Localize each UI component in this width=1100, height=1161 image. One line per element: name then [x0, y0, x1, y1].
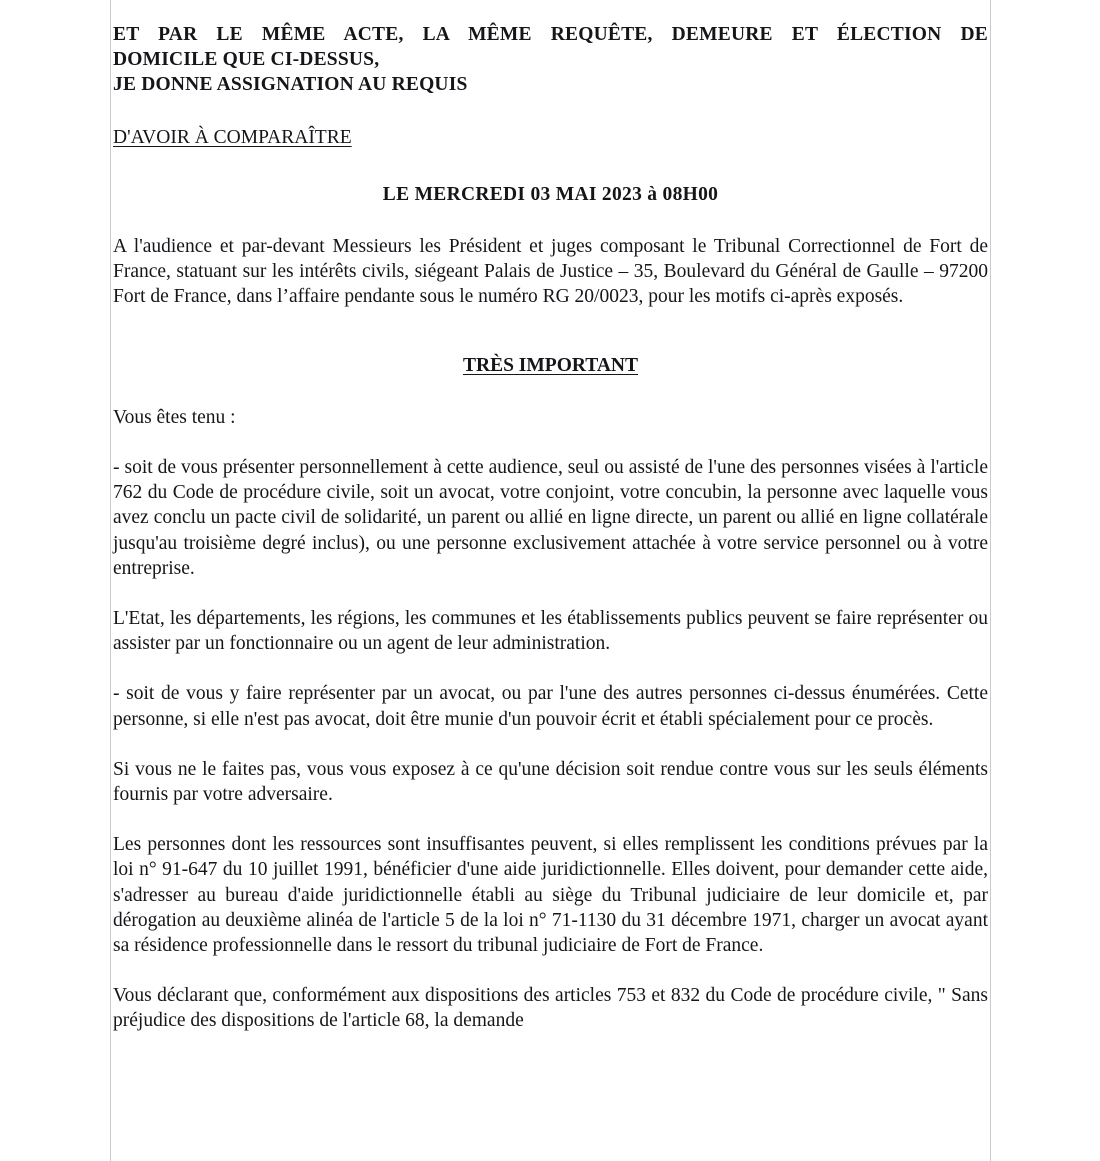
top-spacer [113, 0, 988, 22]
spacer-before-date [113, 150, 988, 182]
paragraph-aide-juridictionnelle: Les personnes dont les ressources sont insuffisantes peuvent, si elles remplissent les conditions prévues par la loi n° 91-647 du 10 juillet 1991, bénéficier d'une aide juridictionnelle. Elles doivent, pour demander cette aide, s'adresser au bureau d'aide juridictionnelle établi au siège du Tribunal judiciaire de leur domicile et, par dérogation au deuxième alinéa de l'article 5 de la loi n° 71-1130 du 31 décembre 1971, charger un avocat ayant sa résidence professionnelle dans le ressort du tribunal judiciaire de Fort de France. [113, 834, 988, 957]
document-content [113, 0, 988, 1059]
spacer-after-important [113, 378, 988, 405]
left-margin-rule [110, 0, 111, 1161]
obligation-intro: Vous êtes tenu : [113, 406, 236, 428]
heading-line-1: ET PAR LE MÊME ACTE, LA MÊME REQUÊTE, DEMEURE ET ÉLECTION DE [113, 24, 988, 45]
hearing-date: LE MERCREDI 03 MAI 2023 à 08H00 [382, 183, 719, 205]
hearing-paragraph: A l'audience et par-devant Messieurs les Président et juges composant le Tribunal Correctionnel de Fort de France, statuant sur les intérêts civils, siégeant Palais de Justice – 35, Boulevard du Général de Gaulle – 97200 Fort de France, dans l’affaire pendante sous le numéro RG 20/0023, pour les motifs ci-après exposés. [113, 236, 988, 308]
paragraph-soit-representer: - soit de vous y faire représenter par un avocat, ou par l'une des autres personnes ci-dessus énumérées. Cette personne, si elle n'est pas avocat, doit être munie d'un pouvoir écrit et établi spécialement pour ce procès. [113, 683, 988, 730]
spacer-after-date [113, 207, 988, 234]
spacer-after-heading [113, 98, 988, 125]
right-margin-rule [990, 0, 991, 1161]
document-heading [113, 22, 988, 98]
important-heading-wrapper [113, 353, 988, 378]
spacer-before-important [113, 335, 988, 353]
heading-line-3: JE DONNE ASSIGNATION AU REQUIS [113, 74, 468, 96]
subheading-comparaitre: D'AVOIR À COMPARAÎTRE [113, 126, 352, 148]
subheading-comparaitre-wrapper [113, 125, 988, 150]
paragraph-soit-presenter: - soit de vous présenter personnellement à cette audience, seul ou assisté de l'une des personnes visées à l'article 762 du Code de procédure civile, soit un avocat, votre conjoint, votre concubin, la personne avec laquelle vous avez conclu un pacte civil de solidarité, un parent ou allié en ligne directe, un parent ou allié en ligne collatérale jusqu'au troisième degré inclus), ou une personne exclusivement attachée à votre service personnel ou à votre entreprise. [113, 457, 988, 579]
paragraph-etat-departements: L'Etat, les départements, les régions, les communes et les établissements publics peuvent se faire représenter ou assister par un fonctionnaire ou un agent de leur administration. [113, 608, 988, 655]
paragraph-si-vous-ne-faites-pas: Si vous ne le faites pas, vous vous exposez à ce qu'une décision soit rendue contre vous sur les seuls éléments fournis par votre adversaire. [113, 758, 988, 806]
heading-line-2: DOMICILE QUE CI-DESSUS, [113, 49, 380, 71]
important-heading: TRÈS IMPORTANT [462, 354, 638, 376]
paragraph-vous-declarant: Vous déclarant que, conformément aux dispositions des articles 753 et 832 du Code de procédure civile, " Sans préjudice des dispositions de l'article 68, la demande [113, 985, 988, 1032]
